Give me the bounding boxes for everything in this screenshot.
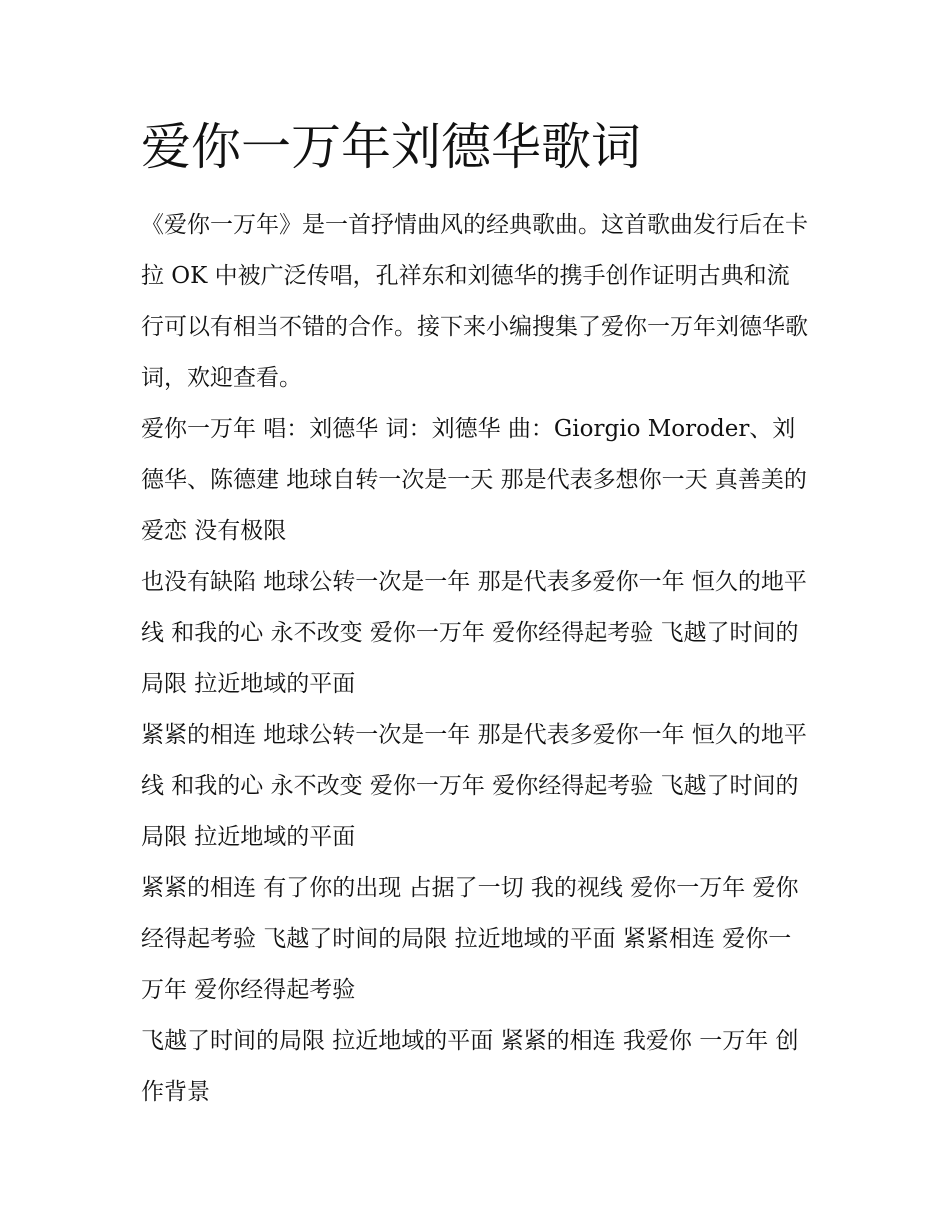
paragraph-lyrics-2: 也没有缺陷 地球公转一次是一年 那是代表多爱你一年 恒久的地平线 和我的心 永不改变 爱你一万年 爱你经得起考验 飞越了时间的局限 拉近地域的平面 [141, 569, 807, 697]
document-body [141, 112, 811, 1118]
paragraph-lyrics-5: 飞越了时间的局限 拉近地域的平面 紧紧的相连 我爱你 一万年 创作背景 [141, 1028, 799, 1105]
paragraph-lyrics-1: 爱你一万年 唱：刘德华 词：刘德华 曲：Giorgio Moroder、刘德华、陈德建 地球自转一次是一天 那是代表多想你一天 真善美的爱恋 没有极限 [141, 416, 807, 544]
paragraph-lyrics-4: 紧紧的相连 有了你的出现 占据了一切 我的视线 爱你一万年 爱你经得起考验 飞越了时间的局限 拉近地域的平面 紧紧相连 爱你一万年 爱你经得起考验 [141, 875, 799, 1003]
paragraph-lyrics-3: 紧紧的相连 地球公转一次是一年 那是代表多爱你一年 恒久的地平线 和我的心 永不改变 爱你一万年 爱你经得起考验 飞越了时间的局限 拉近地域的平面 [141, 722, 807, 850]
paragraph-intro: 《爱你一万年》是一首抒情曲风的经典歌曲。这首歌曲发行后在卡拉 OK 中被广泛传唱，孔祥东和刘德华的携手创作证明古典和流行可以有相当不错的合作。接下来小编搜集了爱你一万年刘德华歌词，欢迎查看。 [141, 212, 808, 391]
page-title: 爱你一万年刘德华歌词 [141, 118, 641, 176]
